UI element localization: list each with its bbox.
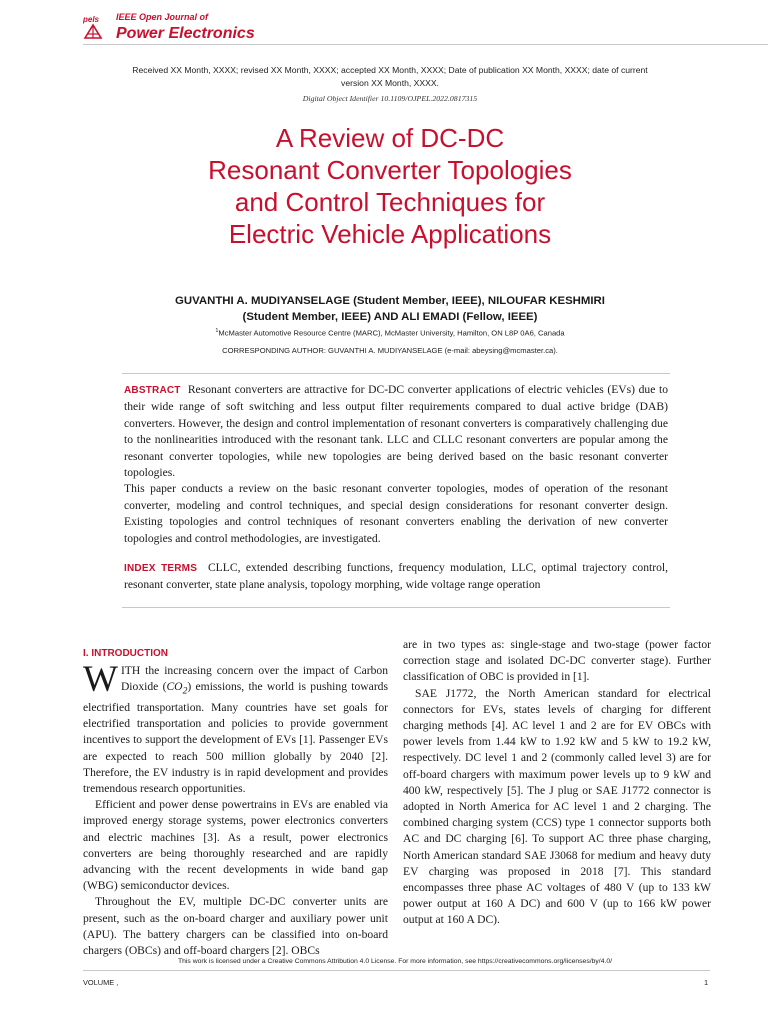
intro-paragraph-3: Throughout the EV, multiple DC-DC converter units are present, such as the on-board charger and auxiliary power unit (APU). The battery chargers can be classified into on-board chargers (OBCs) and off-board chargers [2]. OBCs [83,895,388,957]
footer-divider [83,970,710,971]
journal-line-1: IEEE Open Journal of [116,12,209,22]
intro-p1-end: ) emissions, the world is pushing towards electrified transportation. Many countries have set goals for electrified transportation and policies to provide government incentives to support the development of EVs [1]. Passenger EVs are expected to reach 500 million globally by 2040 [2]. Therefore, the EV industry is in rapid development and provides tremendous research opportunities. [83,680,388,795]
drop-cap: W [83,659,118,701]
affiliation [120,328,660,338]
affiliation-text: McMaster Automotive Resource Centre (MARC), McMaster University, Hamilton, ON L8P 0A6, Canada [218,328,565,338]
section-heading: I. INTRODUCTION [83,648,168,659]
index-terms-label: INDEX TERMS [124,563,198,574]
abstract [124,382,668,547]
index-terms-text: CLLC, extended describing functions, frequency modulation, LLC, optimal trajectory control, resonant converter, state plane analysis, topology morphing, wide voltage range operation [124,561,668,592]
title-line: A Review of DC-DC [275,123,505,153]
logo-text: pels [83,15,100,24]
math-co: CO [166,680,183,694]
intro-paragraph-2: Efficient and power dense powertrains in EVs are enabled via improved energy storage systems, power electronics converters and electric machines [3]. As a result, power electronics converters are being thoroughly researched and are rapidly advancing with the recent developments in wide band gap (WBG) semiconductor devices. [83,798,388,893]
abstract-paragraph-2: This paper conducts a review on the basic resonant converter topologies, modes of operation of the resonant converter, modeling and control techniques, and special design considerations for resonant converter design. Existing topologies and control techniques of resonant converters enabling the derivation of new converter topologies and control methodologies, are investigated. [124,482,668,545]
right-column [403,637,711,929]
authors-line-2: (Student Member, IEEE) AND ALI EMADI (Fellow, IEEE) [242,311,538,323]
math-co2 [166,680,188,697]
intro-paragraph-1 [83,659,388,797]
math-subscript: 2 [182,685,188,697]
header-divider [83,44,768,45]
pels-logo [83,14,103,40]
license-notice: This work is licensed under a Creative Commons Attribution 4.0 License. For more information, see https://creativecommons.org/licenses/by/4.0/ [177,958,613,965]
journal-line-2: Power Electronics [116,25,255,42]
intro-paragraph-5: SAE J1772, the North American standard for electrical connectors for EVs, states levels of charging for different charging methods [4]. AC level 1 and 2 are for EV OBCs with power levels from 1.44 kW to 1.92 kW and 5 kW to 19.2 kW, respectively. DC level 1 and 2 (commonly called level 3) are for off-board chargers with maximum power levels up to 9 kW and 400 kW, respectively [5]. The J plug or SAE J1772 connector is adopted in North America for AC level 1 and 2 charging. The combined charging system (CCS) type 1 connector supports both AC and DC charging [6]. To support AC three phase charging, North American standard SAE J3068 for medium and heavy duty EV charging was proposed in 2018 [7]. This standard encompasses three phase AC voltages of 480 V (up to 133 kW power output at 160 A DC) and 600 V (up to 166 kW power output at 160 A DC). [403,686,711,927]
author-list [120,293,660,325]
index-terms [124,560,668,594]
intro-p1-start: ITH the increasing concern over the impact of Carbon Dioxide ( [120,664,388,694]
abstract-label: ABSTRACT [124,385,181,396]
left-column [83,646,388,959]
doi: Digital Object Identifier 10.1109/OJPEL.2022.0817315 [302,94,478,103]
page-number: 1 [704,978,709,987]
volume-label: VOLUME , [83,978,119,987]
title-line: Electric Vehicle Applications [228,219,552,249]
abstract-divider-bottom [122,607,670,608]
title-line: Resonant Converter Topologies [208,155,572,185]
journal-name [116,12,255,43]
abstract-paragraph-1: Resonant converters are attractive for DC-DC converter applications of electric vehicles (EVs) due to their wide range of soft switching and less output filter requirements compared to dual active bridge (DAB) converters. However, the design and control implementation of resonant converters is comparatively challenging due to the nonlinearities introduced with the resonant tank. LLC and CLLC resonant converters are popular among the resonant converter topologies, while new topologies are being derived based on the basic resonant converter topologies. [124,383,669,480]
abstract-divider-top [122,373,670,374]
title-line: and Control Techniques for [234,187,546,217]
received-dates: Received XX Month, XXXX; revised XX Month, XXXX; accepted XX Month, XXXX; Date of publication XX Month, XXXX; date of current version XX Month, XXXX. [132,65,648,88]
corresponding-author: CORRESPONDING AUTHOR: GUVANTHI A. MUDIYANSELAGE (e-mail: abeysing@mcmaster.ca). [222,346,558,355]
intro-paragraph-4: are in two types as: single-stage and two-stage (power factor correction stage and isolated DC-DC converter stage). Further classification of OBC is provided in [1]. [403,638,711,684]
authors-line-1: GUVANTHI A. MUDIYANSELAGE (Student Member, IEEE), NILOUFAR KESHMIRI [175,295,605,307]
paper-title [130,122,650,250]
affiliation-marker: 1 [215,328,219,334]
